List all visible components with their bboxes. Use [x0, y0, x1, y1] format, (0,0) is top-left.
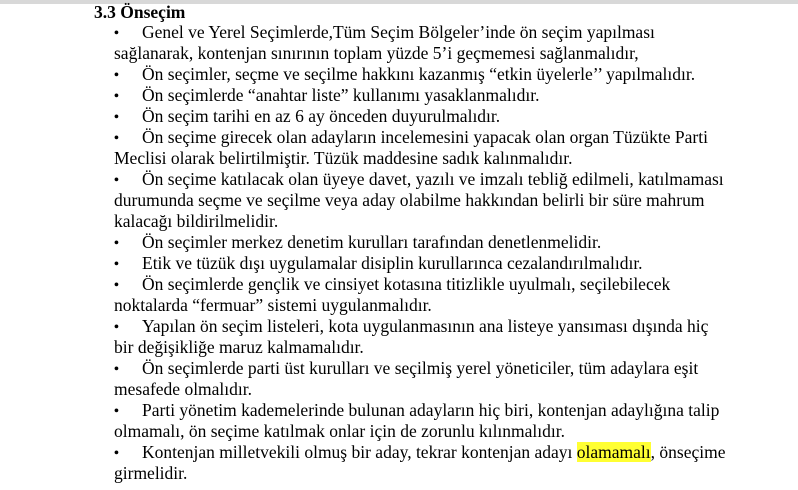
list-item	[0, 316, 798, 358]
bullet-icon: •	[114, 362, 119, 377]
bullet-icon: •	[114, 404, 119, 419]
bullet-icon: •	[114, 320, 119, 335]
bullet-icon: •	[114, 278, 119, 293]
text-before-highlight: Kontenjan milletvekili olmuş bir aday, tekrar kontenjan adayı	[142, 442, 577, 462]
list-item	[0, 400, 798, 442]
list-item-text: olmamalı, ön seçime katılmak onlar için de zorunlu kılınmalıdır.	[114, 421, 566, 441]
bullet-icon: •	[114, 131, 119, 146]
list-item	[0, 85, 798, 106]
bullet-icon: •	[114, 68, 119, 83]
list-item-text: Ön seçimlerde gençlik ve cinsiyet kotasına titizlikle uyulmalı, seçilebilecek	[142, 274, 671, 294]
list-item-text: Genel ve Yerel Seçimlerde,Tüm Seçim Bölgeler’inde ön seçim yapılması	[142, 22, 655, 42]
list-item	[0, 253, 798, 274]
bullet-icon: •	[114, 446, 119, 461]
bullet-icon: •	[114, 236, 119, 251]
list-item-text: sağlanarak, kontenjan sınırının toplam yüzde 5’i geçmemesi sağlanmalıdır,	[114, 43, 639, 63]
list-item-text: kalacağı bildirilmelidir.	[114, 211, 279, 231]
list-item	[0, 274, 798, 316]
list-item-text: Ön seçimlerde “anahtar liste” kullanımı yasaklanmalıdır.	[142, 85, 540, 105]
list-item	[0, 22, 798, 64]
list-item	[0, 106, 798, 127]
bullet-icon: •	[114, 26, 119, 41]
list-item-text: girmelidir.	[114, 463, 188, 483]
list-item-text: Ön seçimler merkez denetim kurulları tarafından denetlenmelidir.	[142, 232, 602, 252]
bullet-icon: •	[114, 89, 119, 104]
list-item-text: noktalarda “fermuar” sistemi uygulanmalıdır.	[114, 295, 432, 315]
list-item-text: Ön seçime katılacak olan üyeye davet, yazılı ve imzalı tebliğ edilmeli, katılmaması	[142, 169, 724, 189]
list-item-text: Ön seçimlerde parti üst kurulları ve seçilmiş yerel yöneticiler, tüm adaylara eşit	[142, 358, 699, 378]
list-item	[0, 358, 798, 400]
text-after-highlight: , önseçime	[650, 442, 726, 462]
list-item-text: Yapılan ön seçim listeleri, kota uygulanmasının ana listeye yansıması dışında hiç	[142, 316, 709, 336]
list-item-text	[0, 442, 798, 463]
list-item-last	[0, 442, 798, 484]
list-item-text: durumunda seçme ve seçilme veya aday olabilme hakkından belirli bir süre mahrum	[114, 190, 705, 210]
list-item-text: Meclisi olarak belirtilmiştir. Tüzük maddesine sadık kalınmalıdır.	[114, 148, 573, 168]
list-item	[0, 64, 798, 85]
list-item	[0, 127, 798, 169]
list-item-text: Ön seçim tarihi en az 6 ay önceden duyurulmalıdır.	[142, 106, 501, 126]
list-item-text: Ön seçimler, seçme ve seçilme hakkını kazanmış “etkin üyelerle’’ yapılmalıdır.	[142, 64, 696, 84]
section-heading: 3.3 Önseçim	[94, 2, 186, 22]
list-item-text: mesafede olmalıdır.	[114, 379, 253, 399]
list-item-text: Ön seçime girecek olan adayların incelemesini yapacak olan organ Tüzükte Parti	[142, 127, 708, 147]
list-item-text: Etik ve tüzük dışı uygulamalar disiplin kurullarınca cezalandırılmalıdır.	[142, 253, 643, 273]
list-item	[0, 169, 798, 232]
requirements-list	[0, 22, 798, 484]
list-item-text: bir değişikliğe maruz kalmamalıdır.	[114, 337, 364, 357]
bullet-icon: •	[114, 173, 119, 188]
bullet-icon: •	[114, 257, 119, 272]
bullet-icon: •	[114, 110, 119, 125]
list-item-text: Parti yönetim kademelerinde bulunan adayların hiç biri, kontenjan adaylığına talip	[142, 400, 720, 420]
list-item	[0, 232, 798, 253]
highlighted-word: olamamalı	[576, 442, 651, 462]
